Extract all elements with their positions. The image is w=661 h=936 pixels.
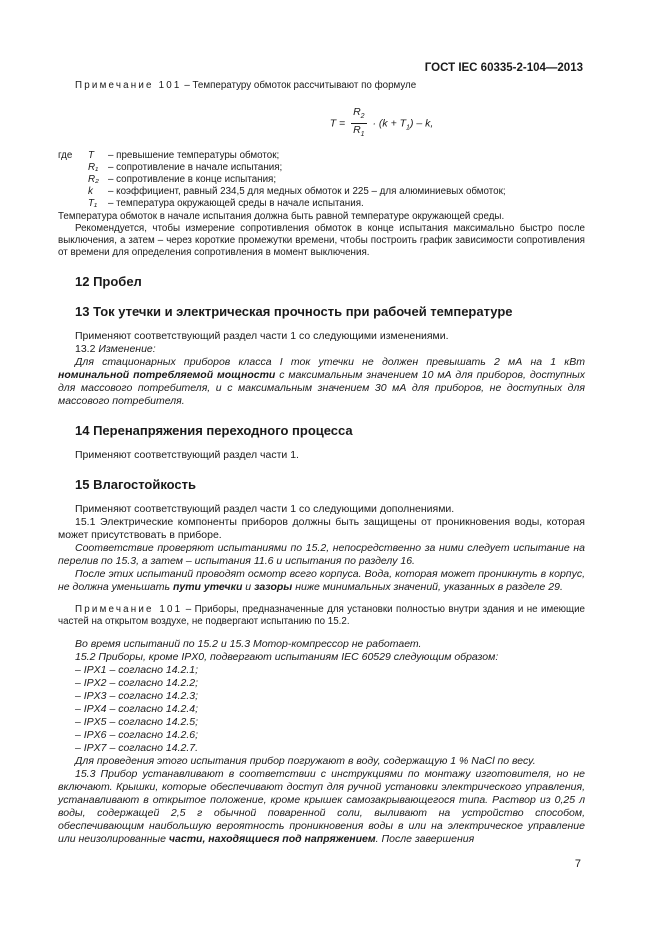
formula xyxy=(178,106,585,140)
list-item: – IPX2 – согласно 14.2.2; xyxy=(75,677,199,689)
section-13-heading: 13 Ток утечки и электрическая прочность при рабочей температуре xyxy=(75,304,513,319)
list-item: – IPX5 – согласно 14.2.5; xyxy=(75,716,199,728)
compliance-paragraph: Соответствие проверяют испытаниями по 15.2, непосредственно за ними следует испытание на перелив по 15.3, а затем – испытания 11.6 и испытания по разделу 16. xyxy=(58,542,585,567)
inspection-paragraph: После этих испытаний проводят осмотр всего корпуса. Вода, которая может проникнуть в корпус, не должна уменьшать пути утечки и зазоры ниже минимальных значений, указанных в разделе 29. xyxy=(58,568,585,593)
note-label: Примечание 101 xyxy=(75,80,182,91)
formula-den-sub: 1 xyxy=(360,131,365,139)
list-item: – IPX4 – согласно 14.2.4; xyxy=(75,703,199,715)
clause-15-2: 15.2 Приборы, кроме IPX0, подвергают испытаниям IEC 60529 следующим образом: xyxy=(75,651,499,663)
list-item: – IPX3 – согласно 14.2.3; xyxy=(75,690,199,702)
formula-lhs: T = xyxy=(329,117,346,130)
clause-13-2-text: Для стационарных приборов класса I ток утечки не должен превышать 2 мА на 1 кВт номинальной потребляемой мощности с максимальным значением 10 мА для приборов, доступных для массового потребителя, и с максимальным значением 30 мА для приборов, не доступных для массового потребителя. xyxy=(58,356,586,407)
compressor-paragraph: Во время испытаний по 15.2 и 15.3 Мотор-компрессор не работает. xyxy=(75,638,422,650)
formula-fraction xyxy=(351,106,367,141)
document-body xyxy=(58,80,585,846)
definition-row: R₁ – сопротивление в начале испытания; xyxy=(88,162,283,173)
formula-den: R xyxy=(353,124,361,137)
clause-15-1: 15.1 Электрические компоненты приборов должны быть защищены от проникновения воды, которая может присутствовать в приборе. xyxy=(58,516,585,541)
definition-row: T₁ – температура окружающей среды в начале испытания. xyxy=(88,198,364,209)
formula-num: R xyxy=(353,106,361,118)
note-101-indoor: Примечание 101 – Приборы, предназначенные для установки полностью внутри здания и не имеющие частей на открытом воздухе, не подвергают испытанию по 15.2. xyxy=(58,604,585,627)
list-item: – IPX6 – согласно 14.2.6; xyxy=(75,729,199,741)
definition-row: k – коэффициент, равный 234,5 для медных обмоток и 225 – для алюминиевых обмоток; xyxy=(88,186,506,197)
formula-rhs: · (k + T xyxy=(372,117,407,130)
list-item: – IPX7 – согласно 14.2.7. xyxy=(75,742,199,754)
immersion-paragraph: Для проведения этого испытания прибор погружают в воду, содержащую 1 % NaCl по весу. xyxy=(75,755,536,767)
recommendation-paragraph: Рекомендуется, чтобы измерение сопротивления обмоток в конце испытания максимально быстро после выключения, а затем – через короткие промежутки времени, чтобы построить график зависимости сопротивления от времени для определения сопротивления в момент выключения. xyxy=(58,223,585,258)
section-13-intro: Применяют соответствующий раздел части 1 со следующими изменениями. xyxy=(75,330,449,342)
section-14-intro: Применяют соответствующий раздел части 1. xyxy=(75,449,299,461)
clause-15-3: 15.3 Прибор устанавливают в соответствии с инструкциями по монтажу изготовителя, но не включают. Крышки, которые обеспечивают доступ для ручной установки электрического управления, устанавливают в открытое положение, кроме крышек самозакрывающегося типа. Раствор из 0,25 л воды, содержащей 2,5 г обычной поваренной соли, выливают на устройство способом, обеспечивающим наибольшую вероятность проникновения воды в или на электрическое управление или неизолированные части, находящиеся под напряжением. После завершения xyxy=(58,768,585,845)
section-15-heading: 15 Влагостойкость xyxy=(75,477,197,492)
section-12-heading: 12 Пробел xyxy=(75,274,142,289)
list-item: – IPX1 – согласно 14.2.1; xyxy=(75,664,199,676)
clause-13-2: 13.2 Изменение: xyxy=(75,343,156,355)
section-15-intro: Применяют соответствующий раздел части 1 со следующими дополнениями. xyxy=(75,503,455,515)
definition-row: R₂ – сопротивление в конце испытания; xyxy=(88,174,277,185)
page-number: 7 xyxy=(574,858,581,870)
definition-row: где T – превышение температуры обмоток; xyxy=(58,150,280,161)
note-text: – Температуру обмоток рассчитывают по формуле xyxy=(184,80,417,91)
temperature-paragraph: Температура обмоток в начале испытания должна быть равной температуре окружающей среды. xyxy=(58,211,505,222)
formula-num-sub: 2 xyxy=(360,113,365,121)
standard-header: ГОСТ IEC 60335-2-104—2013 xyxy=(424,62,583,74)
formula-definitions xyxy=(58,150,585,210)
formula-rhs-end: ) – k, xyxy=(409,117,434,130)
ipx-list xyxy=(58,664,585,755)
formula-rhs-sub: 1 xyxy=(406,124,410,132)
note-101-formula xyxy=(58,80,585,92)
section-14-heading: 14 Перенапряжения переходного процесса xyxy=(75,423,353,438)
